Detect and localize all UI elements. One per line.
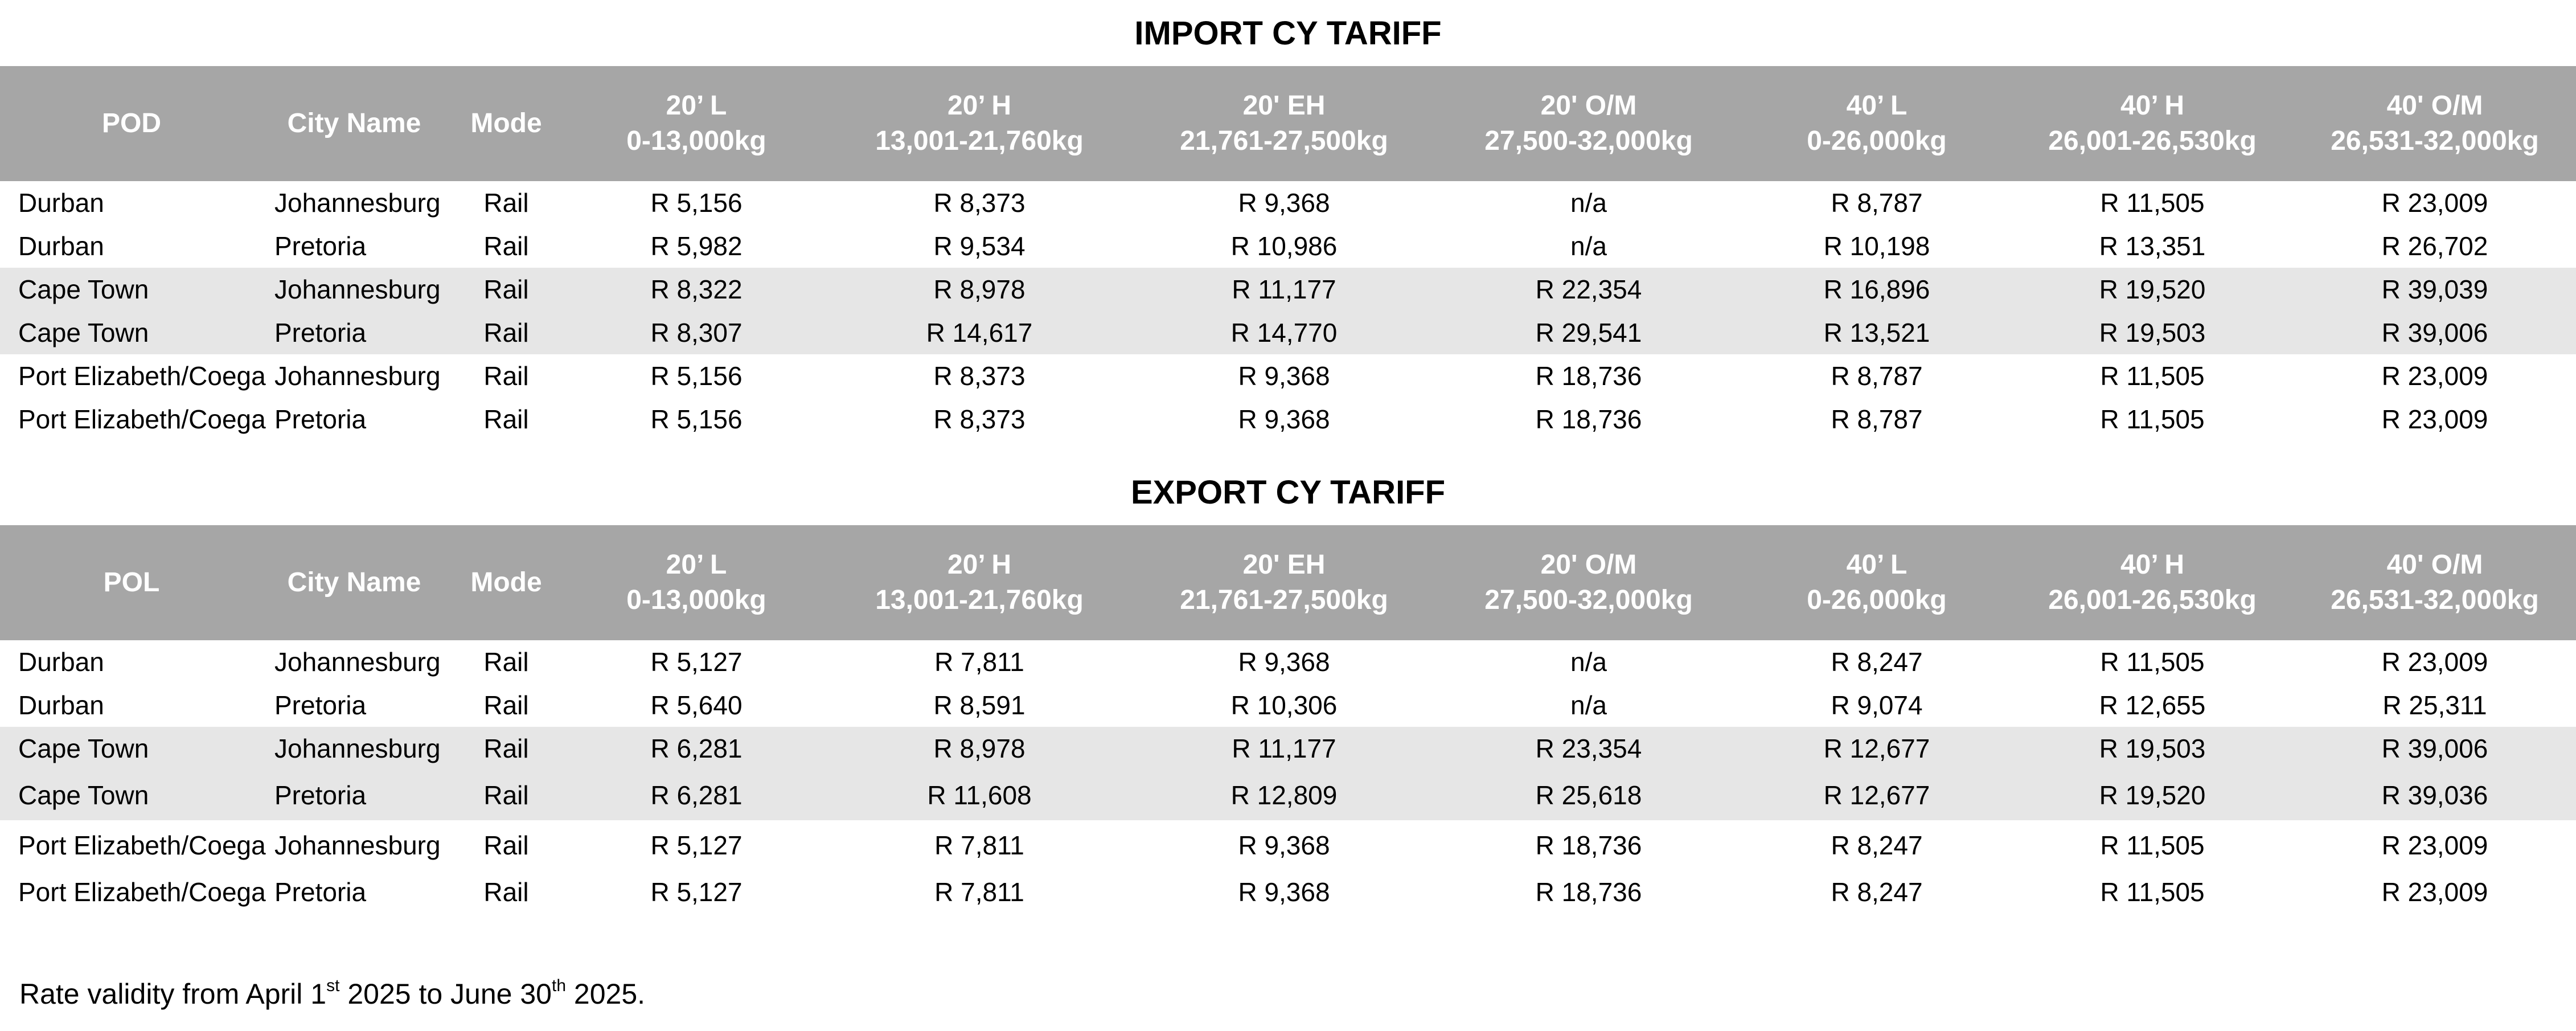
cell-20-om: n/a <box>1570 690 1607 720</box>
cell-port: Durban <box>18 690 104 720</box>
cell-20-om: n/a <box>1570 647 1607 677</box>
header-city-name: City Name <box>287 567 421 598</box>
cell-40-l: R 8,787 <box>1831 188 1923 218</box>
cell-20-eh: R 9,368 <box>1238 647 1330 677</box>
cell-20-h: R 8,591 <box>933 690 1026 720</box>
cell-40-om: R 23,009 <box>2381 830 2488 860</box>
cell-20-h: R 9,534 <box>933 231 1026 261</box>
cell-mode: Rail <box>483 780 529 810</box>
cell-20-l: R 8,322 <box>650 275 743 304</box>
cell-20-l: R 5,156 <box>650 404 743 434</box>
header-pol: POL <box>103 567 160 598</box>
cell-20-eh: R 12,809 <box>1230 780 1338 810</box>
cell-20-om: R 18,736 <box>1535 361 1642 391</box>
header-mode: Mode <box>470 108 542 138</box>
cell-port: Cape Town <box>18 734 149 763</box>
cell-port: Port Elizabeth/Coega <box>18 361 266 391</box>
table-row <box>0 268 2576 311</box>
cell-40-om: R 23,009 <box>2381 361 2488 391</box>
table-row <box>0 311 2576 354</box>
header-city-name: City Name <box>287 108 421 138</box>
cell-20-l: R 5,982 <box>650 231 743 261</box>
cell-20-l: R 5,156 <box>650 188 743 218</box>
cell-city-name: Johannesburg <box>274 188 441 218</box>
header-20-h: 20’ H 13,001-21,760kg <box>875 550 1084 615</box>
cell-mode: Rail <box>483 877 529 907</box>
cell-20-eh: R 9,368 <box>1238 404 1330 434</box>
table-row <box>0 224 2576 268</box>
header-40-h: 40’ H 26,001-26,530kg <box>2048 550 2257 615</box>
cell-mode: Rail <box>483 647 529 677</box>
header-20-om: 20' O/M 27,500-32,000kg <box>1484 550 1693 615</box>
cell-40-l: R 12,677 <box>1823 780 1930 810</box>
cell-20-om: R 25,618 <box>1535 780 1642 810</box>
header-20-l: 20’ L 0-13,000kg <box>626 91 766 156</box>
cell-20-eh: R 11,177 <box>1232 734 1336 763</box>
cell-20-h: R 8,373 <box>933 188 1026 218</box>
import-tariff-title: IMPORT CY TARIFF <box>1134 15 1442 52</box>
cell-port: Durban <box>18 231 104 261</box>
cell-20-l: R 5,156 <box>650 361 743 391</box>
import-tariff-table <box>0 66 2576 441</box>
cell-40-om: R 39,036 <box>2381 780 2488 810</box>
header-pod: POD <box>101 108 161 138</box>
table-row <box>0 727 2576 770</box>
cell-city-name: Johannesburg <box>274 647 441 677</box>
export-tariff-table <box>0 525 2576 914</box>
cell-city-name: Johannesburg <box>274 361 441 391</box>
cell-40-om: R 23,009 <box>2381 877 2488 907</box>
cell-40-h: R 19,503 <box>2099 734 2206 763</box>
table-row <box>0 870 2576 914</box>
cell-20-h: R 14,617 <box>926 318 1033 347</box>
cell-city-name: Johannesburg <box>274 734 441 763</box>
cell-20-h: R 8,373 <box>933 361 1026 391</box>
cell-40-l: R 16,896 <box>1823 275 1930 304</box>
cell-40-h: R 12,655 <box>2099 690 2206 720</box>
cell-40-h: R 11,505 <box>2100 361 2205 391</box>
header-mode: Mode <box>470 567 542 598</box>
cell-port: Cape Town <box>18 318 149 347</box>
cell-40-om: R 39,039 <box>2381 275 2488 304</box>
cell-20-h: R 8,978 <box>933 734 1026 763</box>
cell-mode: Rail <box>483 275 529 304</box>
cell-20-om: R 29,541 <box>1535 318 1642 347</box>
table-row <box>0 640 2576 684</box>
cell-port: Port Elizabeth/Coega <box>18 830 266 860</box>
cell-city-name: Johannesburg <box>274 275 441 304</box>
cell-40-l: R 10,198 <box>1823 231 1930 261</box>
cell-city-name: Johannesburg <box>274 830 441 860</box>
cell-20-l: R 5,127 <box>650 647 743 677</box>
cell-40-l: R 9,074 <box>1831 690 1923 720</box>
cell-port: Durban <box>18 647 104 677</box>
cell-20-l: R 8,307 <box>650 318 743 347</box>
header-40-om: 40' O/M 26,531-32,000kg <box>2331 91 2539 156</box>
cell-40-h: R 13,351 <box>2099 231 2206 261</box>
cell-20-eh: R 9,368 <box>1238 188 1330 218</box>
cell-40-h: R 11,505 <box>2100 830 2205 860</box>
cell-20-h: R 7,811 <box>934 830 1024 860</box>
cell-40-l: R 8,247 <box>1831 877 1923 907</box>
cell-40-l: R 8,247 <box>1831 830 1923 860</box>
cell-20-l: R 5,127 <box>650 877 743 907</box>
cell-city-name: Pretoria <box>274 231 367 261</box>
cell-40-om: R 39,006 <box>2381 734 2488 763</box>
cell-20-h: R 8,978 <box>933 275 1026 304</box>
cell-40-h: R 19,520 <box>2099 780 2206 810</box>
cell-40-h: R 11,505 <box>2100 188 2205 218</box>
header-40-om: 40' O/M 26,531-32,000kg <box>2331 550 2539 615</box>
cell-port: Cape Town <box>18 780 149 810</box>
header-20-l: 20’ L 0-13,000kg <box>626 550 766 615</box>
cell-20-om: R 18,736 <box>1535 830 1642 860</box>
cell-40-l: R 8,247 <box>1831 647 1923 677</box>
cell-port: Port Elizabeth/Coega <box>18 877 266 907</box>
header-40-l: 40’ L 0-26,000kg <box>1807 550 1947 615</box>
cell-mode: Rail <box>483 734 529 763</box>
cell-20-h: R 7,811 <box>934 647 1024 677</box>
cell-40-om: R 26,702 <box>2381 231 2488 261</box>
cell-20-om: n/a <box>1570 231 1607 261</box>
cell-20-l: R 5,640 <box>650 690 743 720</box>
cell-40-om: R 23,009 <box>2381 404 2488 434</box>
header-20-eh: 20' EH 21,761-27,500kg <box>1180 550 1388 615</box>
cell-40-l: R 12,677 <box>1823 734 1930 763</box>
cell-20-l: R 6,281 <box>650 780 743 810</box>
cell-20-eh: R 9,368 <box>1238 830 1330 860</box>
cell-20-om: R 18,736 <box>1535 404 1642 434</box>
header-20-eh: 20' EH 21,761-27,500kg <box>1180 91 1388 156</box>
cell-mode: Rail <box>483 361 529 391</box>
header-20-h: 20’ H 13,001-21,760kg <box>875 91 1084 156</box>
header-20-om: 20' O/M 27,500-32,000kg <box>1484 91 1693 156</box>
cell-40-l: R 8,787 <box>1831 361 1923 391</box>
cell-20-eh: R 9,368 <box>1238 877 1330 907</box>
cell-40-h: R 11,505 <box>2100 877 2205 907</box>
cell-port: Port Elizabeth/Coega <box>18 404 266 434</box>
cell-20-l: R 5,127 <box>650 830 743 860</box>
cell-20-h: R 7,811 <box>934 877 1024 907</box>
cell-40-h: R 19,503 <box>2099 318 2206 347</box>
export-tariff-title: EXPORT CY TARIFF <box>1130 474 1446 511</box>
rate-validity-note: Rate validity from April 1st 2025 to June 30th 2025. <box>19 976 646 1010</box>
table-row <box>0 770 2576 820</box>
cell-mode: Rail <box>483 690 529 720</box>
cell-port: Durban <box>18 188 104 218</box>
cell-mode: Rail <box>483 188 529 218</box>
cell-20-h: R 8,373 <box>933 404 1026 434</box>
cell-40-h: R 11,505 <box>2100 647 2205 677</box>
cell-mode: Rail <box>483 404 529 434</box>
cell-port: Cape Town <box>18 275 149 304</box>
cell-40-om: R 23,009 <box>2381 647 2488 677</box>
cell-40-om: R 39,006 <box>2381 318 2488 347</box>
table-row <box>0 398 2576 441</box>
cell-20-eh: R 10,986 <box>1230 231 1338 261</box>
cell-city-name: Pretoria <box>274 404 367 434</box>
header-40-l: 40’ L 0-26,000kg <box>1807 91 1947 156</box>
import-header-row <box>0 66 2576 181</box>
cell-20-om: R 18,736 <box>1535 877 1642 907</box>
cell-city-name: Pretoria <box>274 780 367 810</box>
table-row <box>0 181 2576 224</box>
cell-20-om: R 22,354 <box>1535 275 1642 304</box>
export-header-row <box>0 525 2576 640</box>
cell-city-name: Pretoria <box>274 690 367 720</box>
cell-20-l: R 6,281 <box>650 734 743 763</box>
table-row <box>0 684 2576 727</box>
cell-city-name: Pretoria <box>274 318 367 347</box>
table-row <box>0 820 2576 870</box>
cell-mode: Rail <box>483 830 529 860</box>
cell-20-om: R 23,354 <box>1535 734 1642 763</box>
cell-40-l: R 8,787 <box>1831 404 1923 434</box>
cell-40-h: R 11,505 <box>2100 404 2205 434</box>
cell-mode: Rail <box>483 231 529 261</box>
table-row <box>0 354 2576 398</box>
cell-40-l: R 13,521 <box>1823 318 1930 347</box>
cell-20-eh: R 14,770 <box>1230 318 1338 347</box>
cell-40-h: R 19,520 <box>2099 275 2206 304</box>
cell-20-h: R 11,608 <box>927 780 1032 810</box>
cell-40-om: R 25,311 <box>2382 690 2487 720</box>
cell-20-eh: R 10,306 <box>1230 690 1338 720</box>
cell-20-om: n/a <box>1570 188 1607 218</box>
header-40-h: 40’ H 26,001-26,530kg <box>2048 91 2257 156</box>
cell-20-eh: R 9,368 <box>1238 361 1330 391</box>
cell-city-name: Pretoria <box>274 877 367 907</box>
cell-20-eh: R 11,177 <box>1232 275 1336 304</box>
cell-mode: Rail <box>483 318 529 347</box>
cell-40-om: R 23,009 <box>2381 188 2488 218</box>
